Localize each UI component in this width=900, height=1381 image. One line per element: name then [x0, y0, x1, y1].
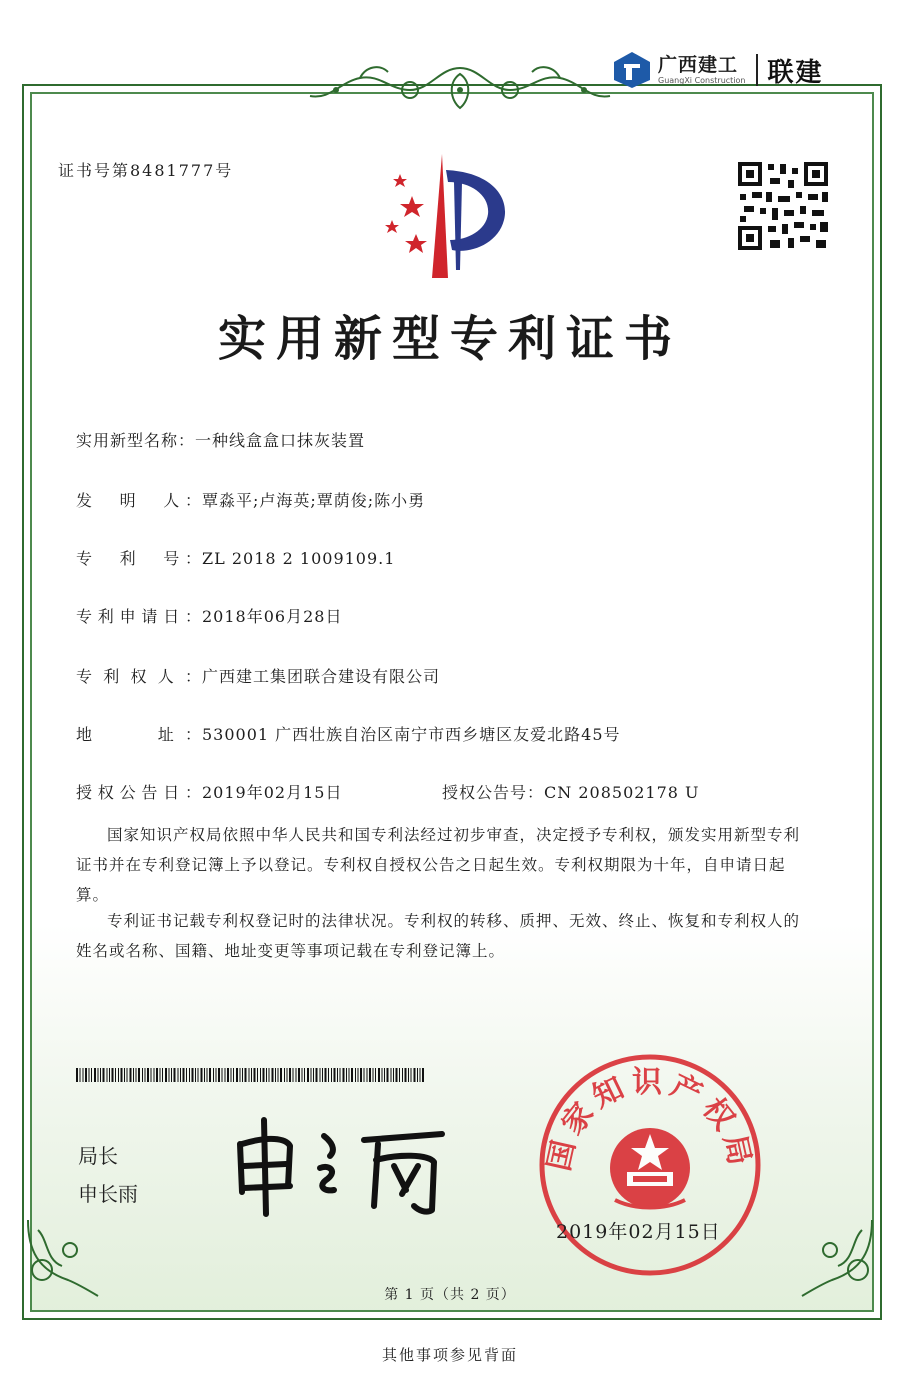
patent-emblem-icon	[370, 150, 530, 280]
field-value: 一种线盒盒口抹灰装置	[195, 431, 366, 450]
field-value: 覃淼平;卢海英;覃荫俊;陈小勇	[202, 491, 426, 510]
brand-logo-icon	[612, 50, 652, 90]
field-value: CN 208502178 U	[544, 783, 700, 802]
field-application-date	[76, 604, 342, 627]
official-seal	[535, 1050, 765, 1280]
field-value: ZL 2018 2 1009109.1	[202, 549, 396, 568]
field-label: 专 利 号：	[76, 549, 202, 568]
field-label: 实用新型名称：	[76, 431, 196, 450]
seal-text: 国家知识产权局	[541, 1065, 759, 1175]
field-patent-number	[76, 546, 395, 569]
brand-name-cn2: 联建	[767, 57, 824, 88]
field-label: 专利申请日：	[76, 607, 202, 626]
field-label: 地 址：	[76, 725, 202, 744]
field-inventors	[76, 488, 425, 511]
signer-name: 申长雨	[78, 1182, 138, 1206]
field-publication-number	[442, 780, 700, 803]
field-label: 发 明 人：	[76, 491, 202, 510]
brand-divider	[756, 54, 758, 86]
handwritten-signature	[228, 1110, 458, 1220]
field-value: 530001 广西壮族自治区南宁市西乡塘区友爱北路45号	[202, 725, 621, 744]
field-value: 广西建工集团联合建设有限公司	[202, 667, 441, 686]
brand-header	[612, 48, 824, 92]
field-patentee	[76, 664, 440, 687]
field-label: 专利权人：	[76, 667, 202, 686]
field-utility-name	[76, 428, 365, 451]
field-label: 授权公告号：	[442, 783, 545, 802]
seal-date: 2019年02月15日	[556, 1221, 721, 1243]
field-label: 授权公告日：	[76, 783, 202, 802]
field-value: 2019年02月15日	[202, 783, 343, 802]
field-address	[76, 722, 621, 745]
page-title: 实用新型专利证书	[217, 311, 682, 367]
qr-code	[736, 160, 830, 252]
signer-title: 局长	[78, 1144, 118, 1168]
brand-name-cn: 广西建工	[658, 54, 739, 76]
legal-paragraph-2: 专利证书记载专利权登记时的法律状况。专利权的转移、质押、无效、终止、恢复和专利权人的姓名或名称、国籍、地址变更等事项记载在专利登记簿上。	[76, 912, 801, 960]
page-number: 第 1 页（共 2 页）	[384, 1287, 516, 1303]
barcode	[76, 1068, 426, 1082]
certificate-number: 证书号第8481777号	[58, 161, 234, 180]
field-value: 2018年06月28日	[202, 607, 343, 626]
legal-paragraph-1: 国家知识产权局依照中华人民共和国专利法经过初步审查，决定授予专利权，颁发实用新型专利证书并在专利登记簿上予以登记。专利权自授权公告之日起生效。专利权期限为十年，自申请日起算。	[76, 826, 801, 904]
top-ornament	[300, 60, 620, 116]
field-grant-date	[76, 780, 342, 803]
brand-name-en: GuangXi Construction	[658, 76, 746, 85]
footer-note: 其他事项参见背面	[381, 1346, 518, 1364]
